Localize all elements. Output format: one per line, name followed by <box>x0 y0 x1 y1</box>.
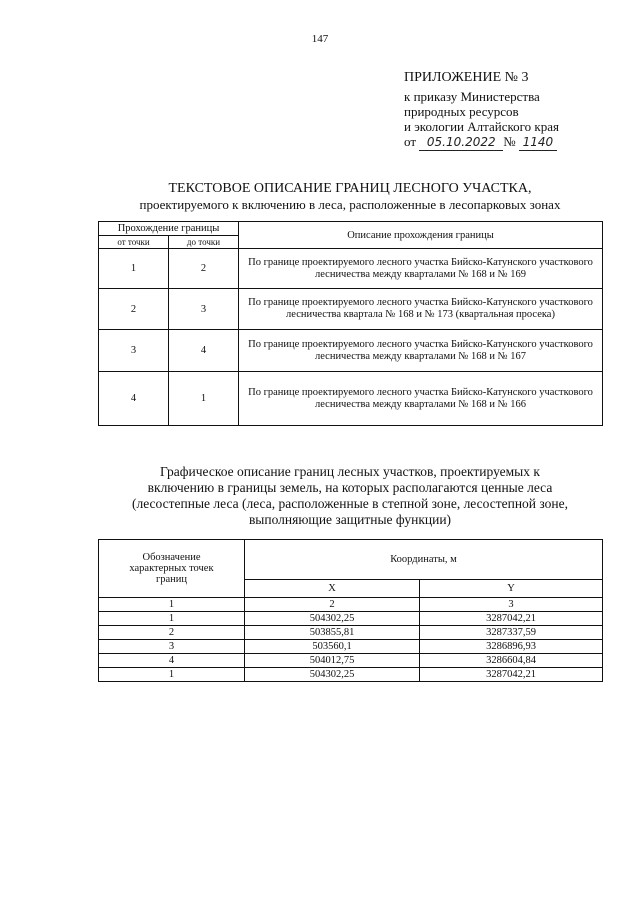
numbering-cell: 3 <box>420 598 603 612</box>
header-points-line-1: Обозначение <box>142 552 201 563</box>
header-y: Y <box>420 580 603 598</box>
section2-line-4: выполняющие защитные функции) <box>248 512 452 527</box>
cell-y: 3287042,21 <box>420 668 603 682</box>
cell-point: 1 <box>99 668 245 682</box>
table-row <box>99 654 603 668</box>
cell-to: 2 <box>169 249 239 289</box>
header-to-point: до точки <box>169 236 239 249</box>
table-row <box>99 330 603 372</box>
cell-from: 1 <box>99 249 169 289</box>
table-row <box>99 640 603 654</box>
cell-from: 4 <box>99 372 169 426</box>
cell-x: 503560,1 <box>245 640 420 654</box>
appendix-title: ПРИЛОЖЕНИЕ № 3 <box>404 70 529 85</box>
table-row <box>99 668 603 682</box>
section1-title: ТЕКСТОВОЕ ОПИСАНИЕ ГРАНИЦ ЛЕСНОГО УЧАСТКА, <box>168 181 532 196</box>
appendix-line-1: к приказу Министерства <box>404 89 540 104</box>
cell-description: По границе проектируемого лесного участка Бийско-Катунского участкового лесничества между кварталами № 168 и № 166 <box>239 372 603 426</box>
cell-point: 2 <box>99 626 245 640</box>
table-row <box>99 626 603 640</box>
header-from-point: от точки <box>99 236 169 249</box>
cell-from: 2 <box>99 289 169 330</box>
cell-y: 3287337,59 <box>420 626 603 640</box>
cell-x: 504302,25 <box>245 668 420 682</box>
cell-description: По границе проектируемого лесного участка Бийско-Катунского участкового лесничества между кварталами № 168 и № 167 <box>239 330 603 372</box>
table-row <box>99 249 603 289</box>
cell-x: 504302,25 <box>245 612 420 626</box>
cell-y: 3286896,93 <box>420 640 603 654</box>
numbering-cell: 2 <box>245 598 420 612</box>
cell-to: 4 <box>169 330 239 372</box>
section2-heading <box>90 464 610 528</box>
section1-subtitle: проектируемого к включению в леса, расположенные в лесопарковых зонах <box>139 197 561 212</box>
header-description: Описание прохождения границы <box>239 222 603 249</box>
cell-point: 4 <box>99 654 245 668</box>
table-row <box>99 612 603 626</box>
header-points <box>99 540 245 598</box>
section1-heading <box>0 181 640 213</box>
appendix-line-2: природных ресурсов <box>404 104 519 119</box>
section2-line-1: Графическое описание границ лесных участков, проектируемых к <box>160 464 540 479</box>
cell-to: 1 <box>169 372 239 426</box>
handwritten-date: 05.10.2022 <box>419 135 503 151</box>
table-row <box>99 289 603 330</box>
cell-to: 3 <box>169 289 239 330</box>
cell-y: 3286604,84 <box>420 654 603 668</box>
cell-point: 1 <box>99 612 245 626</box>
boundary-description-table <box>98 221 603 426</box>
coordinates-table <box>98 539 603 682</box>
header-passage: Прохождение границы <box>99 222 239 236</box>
numbering-row <box>99 598 603 612</box>
cell-description: По границе проектируемого лесного участка Бийско-Катунского участкового лесничества квартала № 168 и № 173 (квартальная просека) <box>239 289 603 330</box>
header-coordinates: Координаты, м <box>245 540 603 580</box>
cell-point: 3 <box>99 640 245 654</box>
appendix-block <box>404 70 559 151</box>
section2-line-2: включению в границы земель, на которых располагаются ценные леса <box>147 480 553 495</box>
appendix-line-3: и экологии Алтайского края <box>404 119 559 134</box>
page-number: 147 <box>311 33 329 45</box>
header-points-line-2: характерных точек <box>129 563 214 574</box>
header-points-line-3: границ <box>155 574 188 585</box>
handwritten-number: 1140 <box>519 135 557 151</box>
appendix-date-line <box>404 134 559 151</box>
number-label: № <box>503 134 516 149</box>
cell-from: 3 <box>99 330 169 372</box>
cell-x: 504012,75 <box>245 654 420 668</box>
cell-x: 503855,81 <box>245 626 420 640</box>
numbering-cell: 1 <box>99 598 245 612</box>
section2-line-3: (лесостепные леса (леса, расположенные в степной зоне, лесостепной зоне, <box>132 496 568 511</box>
table-row <box>99 372 603 426</box>
cell-description: По границе проектируемого лесного участка Бийско-Катунского участкового лесничества между кварталами № 168 и № 169 <box>239 249 603 289</box>
from-label: от <box>404 134 417 149</box>
cell-y: 3287042,21 <box>420 612 603 626</box>
header-x: X <box>245 580 420 598</box>
